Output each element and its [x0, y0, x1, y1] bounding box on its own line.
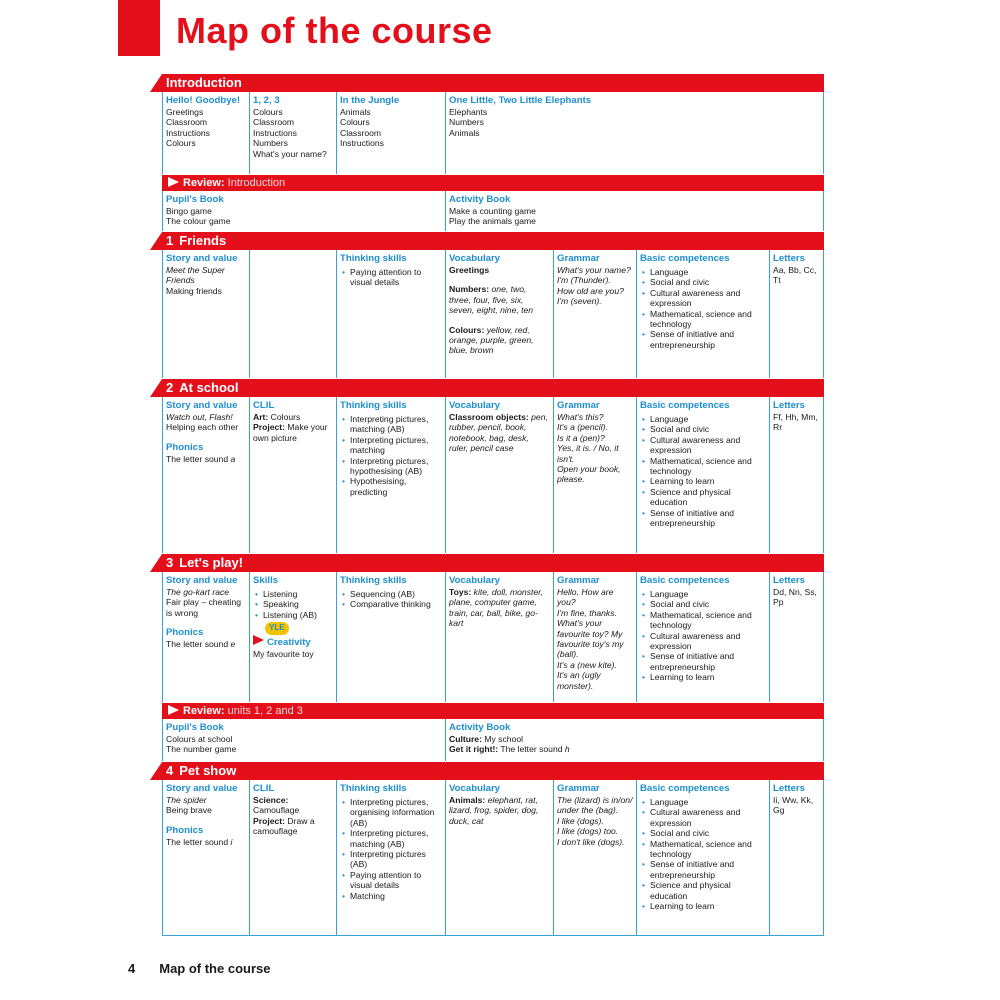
col-heading: Grammar [557, 575, 600, 586]
page-title: Map of the course [176, 10, 493, 51]
unit-bar-friends [162, 232, 824, 250]
footer-label: Map of the course [159, 961, 271, 976]
list-item: • Social and civic [650, 277, 766, 287]
review1-activity-book [446, 191, 823, 231]
unit-name: Friends [179, 233, 227, 248]
list-item: • Sense of initiative and entrepreneurship [650, 859, 766, 880]
review-sub: Introduction [227, 177, 286, 189]
list-item: • Language [650, 589, 766, 599]
list-item: • Cultural awareness and expression [650, 631, 766, 652]
basic-cell [637, 572, 770, 702]
review2-row [162, 719, 824, 761]
clil-label: Project: [253, 422, 285, 433]
list-item: • Matching [350, 891, 442, 901]
thinking-cell [337, 250, 446, 378]
col-heading: Phonics [166, 824, 204, 836]
intro-col [163, 92, 250, 174]
corner-tab-decoration [118, 0, 160, 56]
text-line: Colours [166, 138, 196, 149]
col-heading: Basic competences [640, 400, 730, 411]
clil-text: Colours [270, 412, 301, 422]
clil-text: Camouflage [253, 805, 300, 816]
value-text: Being brave [166, 805, 212, 816]
list-item: • Language [650, 797, 766, 807]
page-footer [128, 961, 270, 976]
letters-text: Ii, Ww, Kk, Gg [773, 795, 814, 816]
list-item: • Language [650, 267, 766, 277]
unit2-row [162, 397, 824, 553]
list-item: • Mathematical, science and technology [650, 839, 766, 860]
list-item: • Mathematical, science and technology [650, 456, 766, 477]
review2-pupils-book [163, 719, 446, 761]
grammar-line: It's a (new kite). [557, 659, 617, 670]
intro-col-title: 1, 2, 3 [253, 95, 280, 106]
skills-cell [250, 572, 337, 702]
basic-list [640, 414, 766, 528]
col-heading: Vocabulary [449, 783, 501, 794]
text-line: Greetings [166, 107, 204, 117]
unit-name: At school [179, 380, 239, 395]
unit-name: Pet show [179, 763, 237, 778]
grammar-line: It's a (pencil). [557, 422, 608, 433]
review-bar-introduction [162, 175, 824, 191]
col-heading: Story and value [166, 253, 238, 264]
col-heading: Phonics [166, 627, 204, 639]
text-line: Colours at school [166, 734, 233, 744]
grammar-line: It's an (ugly monster). [557, 670, 601, 691]
text-line: Bingo game [166, 206, 212, 216]
pupils-book-title: Pupil's Book [166, 722, 224, 733]
grammar-line: Is it a (pen)? [557, 432, 605, 443]
col-heading: Vocabulary [449, 575, 501, 586]
ab-text: My school [484, 734, 524, 744]
col-heading: Skills [253, 575, 279, 586]
vocab-text: pen, rubber, pencil, book, notebook, bag, desk, ruler, pencil case [449, 412, 548, 454]
list-item: • Learning to learn [650, 672, 766, 682]
text-line: Classroom [340, 127, 382, 138]
review-sub: units 1, 2 and 3 [227, 705, 303, 717]
review2-activity-book [446, 719, 823, 761]
list-item: • Paying attention to visual details [350, 267, 442, 288]
grammar-cell [554, 780, 637, 935]
letters-text: Dd, Nn, Ss, Pp [773, 587, 817, 608]
clil-label: Science: [253, 795, 289, 805]
col-heading: Grammar [557, 783, 600, 794]
col-heading: Grammar [557, 400, 600, 411]
text-line: Instructions [340, 138, 384, 149]
intro-col-title: In the Jungle [340, 95, 400, 106]
vocab-cell [446, 250, 554, 378]
grammar-cell [554, 397, 637, 553]
vocab-label: Numbers: [449, 284, 490, 295]
text-line: The number game [166, 744, 237, 755]
page-number: 4 [128, 961, 136, 976]
phonics-text: The letter sound [166, 639, 229, 650]
thinking-cell [337, 397, 446, 553]
unit3-row [162, 572, 824, 702]
unit-bar-at-school [162, 379, 824, 397]
text-line: Play the animals game [449, 216, 536, 227]
list-item: • Sense of initiative and entrepreneurship [650, 508, 766, 529]
story-title: The spider [166, 795, 207, 805]
unit-bar-lets-play [162, 554, 824, 572]
thinking-list [340, 589, 442, 610]
phonics-text: The letter sound [166, 836, 229, 847]
col-heading: Grammar [557, 253, 600, 264]
list-item: • Interpreting pictures, matching (AB) [350, 414, 442, 435]
list-item: • Science and physical education [650, 487, 766, 508]
text-line: Instructions [253, 127, 297, 138]
vocab-greetings: Greetings [449, 265, 490, 275]
col-heading: CLIL [253, 783, 275, 794]
intro-col [446, 92, 823, 174]
story-title: Meet the Super [166, 265, 225, 275]
pupils-book-title: Pupil's Book [166, 194, 224, 205]
list-item: • Sequencing (AB) [350, 589, 442, 599]
unit-number: 2 [166, 380, 174, 395]
text-line: Colours [253, 107, 283, 117]
letters-cell [770, 397, 823, 553]
thinking-list [340, 267, 442, 288]
unit-number: 1 [166, 233, 174, 248]
col-heading: Vocabulary [449, 253, 501, 264]
value-text: Making friends [166, 285, 222, 296]
ab-text: The letter sound [500, 744, 563, 755]
col-heading: Basic competences [640, 575, 730, 586]
grammar-line: What's your name? [557, 265, 631, 275]
list-item: • Listening [263, 589, 333, 599]
clil-text: Draw a camouflage [253, 815, 315, 837]
story-cell [163, 250, 250, 378]
grammar-cell [554, 250, 637, 378]
phonics-letter: i [230, 836, 233, 847]
vocab-label: Colours: [449, 324, 485, 335]
text-line: Animals [449, 127, 480, 138]
col-heading: Thinking skills [340, 400, 407, 411]
intro-col [250, 92, 337, 174]
vocab-text: yellow, red, orange, purple, green, blue, brown [449, 324, 534, 356]
value-text: Helping each other [166, 422, 239, 433]
grammar-line: I'm (seven). [557, 296, 602, 307]
grammar-line: Open your book, please. [557, 464, 621, 485]
col-heading: CLIL [253, 400, 275, 411]
thinking-cell [337, 572, 446, 702]
col-heading: Story and value [166, 783, 238, 794]
letters-cell [770, 250, 823, 378]
list-item: • Listening (AB) [263, 610, 333, 620]
intro-col-title: One Little, Two Little Elephants [449, 95, 592, 106]
text-line: Numbers [253, 138, 288, 149]
section-title: Introduction [166, 75, 242, 90]
review1-pupils-book [163, 191, 446, 231]
course-map-table [162, 73, 824, 936]
review-label: Review: [183, 177, 225, 189]
col-heading: Letters [773, 575, 805, 586]
col-heading: Basic competences [640, 783, 730, 794]
unit-bar-pet-show [162, 762, 824, 780]
unit4-row [162, 780, 824, 936]
list-item: • Interpreting pictures, matching (AB) [350, 828, 442, 849]
clil-cell [250, 780, 337, 935]
list-item: • Social and civic [650, 828, 766, 838]
grammar-line: The (lizard) is in/on/ under the (bag). [557, 795, 633, 816]
grammar-line: I like (dogs). [557, 815, 604, 826]
vocab-label: Animals: [449, 795, 486, 805]
creativity-text: My favourite toy [253, 648, 314, 659]
list-item: • Cultural awareness and expression [650, 288, 766, 309]
list-item: • Interpreting pictures, hypothesising (AB) [350, 456, 442, 477]
thinking-list [340, 797, 442, 901]
letters-cell [770, 780, 823, 935]
grammar-line: What's this? [557, 412, 604, 422]
basic-cell [637, 250, 770, 378]
grammar-line: What's your favourite toy? My favourite toy's my (ball). [557, 618, 624, 660]
text-line: Animals [340, 107, 371, 117]
vocab-cell [446, 780, 554, 935]
grammar-line: I like (dogs) too. [557, 826, 619, 837]
story-title: Friends [166, 275, 195, 286]
grammar-line: How old are you? [557, 285, 624, 296]
text-line: Colours [340, 117, 370, 128]
list-item: • Interpreting pictures, organising information (AB) [350, 797, 442, 828]
ab-label: Culture: [449, 734, 482, 744]
thinking-list [340, 414, 442, 497]
skills-list [253, 589, 333, 620]
text-line: Classroom [166, 117, 208, 128]
col-heading: Vocabulary [449, 400, 501, 411]
text-line: Elephants [449, 107, 488, 117]
list-item: • Learning to learn [650, 476, 766, 486]
vocab-text: kite, doll, monster, plane, computer game, train, car, ball, bike, go-kart [449, 587, 543, 629]
vocab-cell [446, 397, 554, 553]
phonics-letter: e [230, 639, 236, 650]
text-line: Make a counting game [449, 206, 536, 216]
phonics-text: The letter sound [166, 453, 229, 464]
list-item: • Learning to learn [650, 901, 766, 911]
list-item: • Science and physical education [650, 880, 766, 901]
grammar-line: I'm fine, thanks. [557, 607, 617, 618]
list-item: • Comparative thinking [350, 599, 442, 609]
list-item: • Mathematical, science and technology [650, 309, 766, 330]
letters-text: Aa, Bb, Cc, Tt [773, 265, 817, 286]
list-item: • Interpreting pictures, matching [350, 435, 442, 456]
triangle-icon [168, 705, 179, 715]
text-line: Instructions [166, 127, 210, 138]
col-heading: Story and value [166, 575, 238, 586]
col-heading: Letters [773, 253, 805, 264]
vocab-cell [446, 572, 554, 702]
list-item: • Sense of initiative and entrepreneurship [650, 329, 766, 350]
activity-book-title: Activity Book [449, 722, 511, 733]
list-item: • Paying attention to visual details [350, 870, 442, 891]
review-bar-units [162, 703, 824, 719]
vocab-text: one, two, three, four, five, six, seven, eight, nine, ten [449, 284, 534, 316]
clil-text: Make your own picture [253, 422, 328, 443]
clil-cell-empty [250, 250, 337, 378]
intro-col [337, 92, 446, 174]
story-cell [163, 780, 250, 935]
unit-number: 3 [166, 555, 174, 570]
clil-cell [250, 397, 337, 553]
thinking-cell [337, 780, 446, 935]
clil-label: Art: [253, 412, 269, 422]
ab-label: Get it right!: [449, 744, 499, 755]
list-item: • Social and civic [650, 599, 766, 609]
intro-row [162, 92, 824, 174]
list-item: • Cultural awareness and expression [650, 807, 766, 828]
unit-name: Let's play! [179, 555, 244, 570]
list-item: • Speaking [263, 599, 333, 609]
basic-cell [637, 780, 770, 935]
triangle-icon [168, 177, 179, 187]
letters-cell [770, 572, 823, 702]
review1-row [162, 191, 824, 231]
value-text: Fair play – cheating is wrong [166, 597, 241, 618]
unit-number: 4 [166, 763, 174, 778]
vocab-label: Classroom objects: [449, 412, 529, 422]
story-title: Watch out, Flash! [166, 412, 233, 422]
col-heading: Thinking skills [340, 253, 407, 264]
story-cell [163, 397, 250, 553]
basic-list [640, 267, 766, 350]
list-item: • Hypothesising, predicting [350, 476, 442, 497]
grammar-cell [554, 572, 637, 702]
list-item: • Cultural awareness and expression [650, 435, 766, 456]
text-line: The colour game [166, 216, 231, 227]
activity-book-title: Activity Book [449, 194, 511, 205]
vocab-text: elephant, rat, lizard, frog, spider, dog, duck, cat [449, 795, 539, 826]
story-title: The go-kart race [166, 587, 230, 597]
col-heading: Phonics [166, 441, 204, 453]
triangle-icon [253, 635, 264, 645]
col-heading: Letters [773, 400, 805, 411]
grammar-line: I don't like (dogs). [557, 836, 625, 847]
col-heading: Basic competences [640, 253, 730, 264]
col-heading: Creativity [267, 636, 311, 648]
col-heading: Story and value [166, 400, 238, 411]
col-heading: Thinking skills [340, 783, 407, 794]
clil-label: Project: [253, 815, 285, 826]
basic-cell [637, 397, 770, 553]
grammar-line: Yes, it is. / No, it isn't. [557, 443, 619, 464]
grammar-line: I'm (Thunder). [557, 275, 611, 286]
review-label: Review: [183, 705, 225, 717]
list-item: • Mathematical, science and technology [650, 610, 766, 631]
text-line: Numbers [449, 117, 484, 128]
text-line: What's your name? [253, 148, 327, 159]
ab-letter: h [564, 744, 570, 755]
list-item: • Interpreting pictures (AB) [350, 849, 442, 870]
yle-badge: YLE [265, 622, 289, 634]
phonics-letter: a [230, 453, 236, 464]
list-item: • Language [650, 414, 766, 424]
section-bar-introduction [162, 74, 824, 92]
list-item: • Social and civic [650, 424, 766, 434]
basic-list [640, 589, 766, 683]
col-heading: Letters [773, 783, 805, 794]
story-cell [163, 572, 250, 702]
grammar-line: Hello. How are you? [557, 587, 614, 608]
intro-col-title: Hello! Goodbye! [166, 95, 241, 106]
text-line: Classroom [253, 117, 295, 128]
unit1-row [162, 250, 824, 378]
list-item: • Sense of initiative and entrepreneurship [650, 651, 766, 672]
letters-text: Ff, Hh, Mm, Rr [773, 412, 818, 433]
basic-list [640, 797, 766, 911]
vocab-label: Toys: [449, 587, 472, 597]
col-heading: Thinking skills [340, 575, 407, 586]
